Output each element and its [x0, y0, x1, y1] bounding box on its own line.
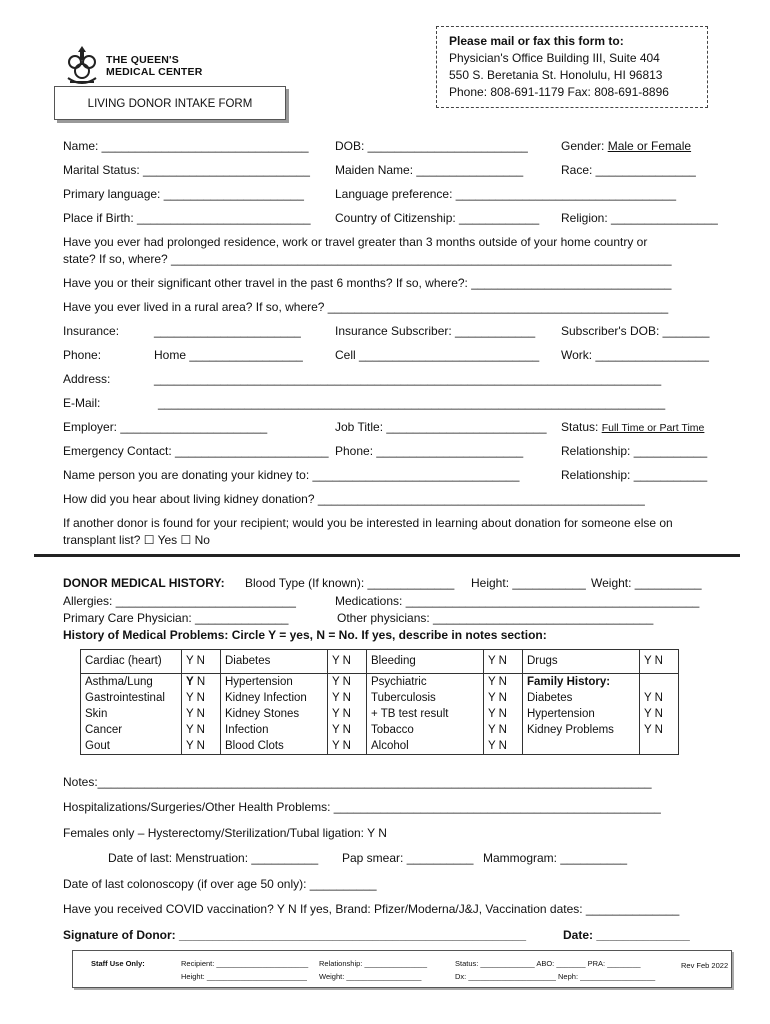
- email-field[interactable]: ____________________________________________________________________________: [158, 396, 666, 410]
- condition-cell: Tuberculosis: [367, 690, 484, 706]
- yn-cell[interactable]: Y N: [182, 706, 221, 722]
- yn-cell[interactable]: Y N: [484, 738, 523, 755]
- marital-status-field[interactable]: Marital Status: _________________________: [63, 163, 310, 177]
- yn-cell[interactable]: Y N: [182, 722, 221, 738]
- condition-cell: Gastrointestinal: [81, 690, 182, 706]
- gender-field[interactable]: [561, 139, 691, 153]
- yn-cell[interactable]: Y N: [328, 738, 367, 755]
- staff-height-field[interactable]: Height: ________________________: [181, 972, 307, 981]
- mail-title: Please mail or fax this form to:: [449, 34, 624, 48]
- height-field[interactable]: Height: ___________: [471, 576, 586, 590]
- insurance-label: Insurance:: [63, 324, 120, 338]
- revision-label: Rev Feb 2022: [681, 961, 729, 970]
- condition-cell: Blood Clots: [221, 738, 328, 755]
- condition-cell: Alcohol: [367, 738, 484, 755]
- females-only-question[interactable]: Females only – Hysterectomy/Sterilization/Tubal ligation: Y N: [63, 826, 387, 840]
- yn-cell[interactable]: Y N: [484, 722, 523, 738]
- table-row: [81, 706, 679, 722]
- yn-cell[interactable]: Y N: [640, 706, 679, 722]
- yn-cell[interactable]: Y N: [182, 690, 221, 706]
- status-field[interactable]: [561, 420, 704, 434]
- primary-language-field[interactable]: Primary language: _____________________: [63, 187, 304, 201]
- recipient-relationship-field[interactable]: Relationship: ___________: [561, 468, 708, 482]
- yn-cell[interactable]: Y N: [182, 650, 221, 674]
- staff-dx-field[interactable]: Dx: _____________________ Neph: __________________: [455, 972, 656, 981]
- blood-type-field[interactable]: Blood Type (If known): _____________: [245, 576, 455, 590]
- staff-weight-field[interactable]: Weight: __________________: [319, 972, 422, 981]
- other-physicians-field[interactable]: Other physicians: _________________________________: [337, 611, 654, 625]
- condition-cell: Tobacco: [367, 722, 484, 738]
- primary-care-physician-field[interactable]: Primary Care Physician: ______________: [63, 611, 289, 625]
- job-title-field[interactable]: Job Title: ________________________: [335, 420, 547, 434]
- race-field[interactable]: Race: _______________: [561, 163, 696, 177]
- staff-status-field[interactable]: Status: _____________ ABO: _______ PRA: ________: [455, 959, 641, 968]
- status-options[interactable]: Full Time or Part Time: [601, 422, 705, 434]
- yn-cell[interactable]: Y N: [328, 650, 367, 674]
- email-label: E-Mail:: [63, 396, 101, 410]
- another-donor-question-line-1: If another donor is found for your recipient; would you be interested in learning about donation for someone else on: [63, 516, 673, 530]
- employer-field[interactable]: Employer: ______________________: [63, 420, 268, 434]
- date-field[interactable]: Date: ______________: [563, 928, 690, 942]
- insurance-subscriber-field[interactable]: Insurance Subscriber: ____________: [335, 324, 536, 338]
- travel-question[interactable]: Have you or their significant other travel in the past 6 months? If so, where?: ______________________________: [63, 276, 672, 290]
- condition-cell: Hypertension: [523, 706, 640, 722]
- form-title: LIVING DONOR INTAKE FORM: [54, 86, 286, 120]
- condition-cell: [523, 738, 640, 755]
- yn-cell[interactable]: Y N: [640, 650, 679, 674]
- condition-cell: Drugs: [523, 650, 640, 674]
- medical-history-table: [80, 649, 679, 755]
- religion-field[interactable]: Religion: ________________: [561, 211, 718, 225]
- condition-cell: Infection: [221, 722, 328, 738]
- yn-cell[interactable]: Y N: [640, 722, 679, 738]
- weight-field[interactable]: Weight: __________: [591, 576, 702, 590]
- section-divider: [34, 554, 740, 557]
- condition-cell: Diabetes: [523, 690, 640, 706]
- pap-smear-field[interactable]: Pap smear: __________: [342, 851, 474, 865]
- staff-use-box: [72, 950, 732, 988]
- condition-cell: Psychiatric: [367, 674, 484, 691]
- yn-cell[interactable]: Y N: [640, 690, 679, 706]
- condition-cell: Cardiac (heart): [81, 650, 182, 674]
- table-row: [81, 722, 679, 738]
- address-label: Address:: [63, 372, 111, 386]
- another-donor-question-line-2[interactable]: transplant list? ☐ Yes ☐ No: [63, 533, 210, 547]
- table-row: [81, 650, 679, 674]
- yn-cell[interactable]: Y N: [182, 674, 221, 691]
- colonoscopy-field[interactable]: Date of last colonoscopy (if over age 50 only): __________: [63, 877, 377, 891]
- yn-cell[interactable]: Y N: [328, 674, 367, 691]
- name-field[interactable]: Name: _______________________________: [63, 139, 309, 153]
- work-phone-field[interactable]: Work: _________________: [561, 348, 709, 362]
- allergies-field[interactable]: Allergies: ___________________________: [63, 594, 296, 608]
- mail-phone-fax: Phone: 808-691-1179 Fax: 808-691-8896: [449, 85, 669, 99]
- condition-cell: Kidney Problems: [523, 722, 640, 738]
- yn-cell[interactable]: Y N: [328, 706, 367, 722]
- condition-cell: Cancer: [81, 722, 182, 738]
- table-row: [81, 738, 679, 755]
- rural-question[interactable]: Have you ever lived in a rural area? If so, where? ___________________________________________________: [63, 300, 669, 314]
- condition-cell: Gout: [81, 738, 182, 755]
- menstruation-date-field[interactable]: Date of last: Menstruation: __________: [108, 851, 319, 865]
- logo: [62, 44, 222, 90]
- condition-cell: Kidney Stones: [221, 706, 328, 722]
- condition-cell: Bleeding: [367, 650, 484, 674]
- yn-cell[interactable]: Y N: [328, 690, 367, 706]
- gender-options[interactable]: Male or Female: [607, 139, 692, 153]
- yn-cell[interactable]: Y N: [484, 650, 523, 674]
- condition-cell: + TB test result: [367, 706, 484, 722]
- empty-cell: [640, 738, 679, 755]
- empty-cell: [640, 674, 679, 691]
- mail-info-box: [436, 26, 708, 108]
- logo-line-2: MEDICAL CENTER: [106, 66, 203, 78]
- condition-cell: Diabetes: [221, 650, 328, 674]
- covid-vaccination-field[interactable]: Have you received COVID vaccination? Y N If yes, Brand: Pfizer/Moderna/J&J, Vaccination dates: ______________: [63, 902, 680, 916]
- condition-cell: Asthma/Lung: [81, 674, 182, 691]
- condition-cell: Skin: [81, 706, 182, 722]
- residence-question-line-2[interactable]: state? If so, where? ___________________________________________________________________________: [63, 252, 672, 266]
- emergency-phone-field[interactable]: Phone: ______________________: [335, 444, 524, 458]
- history-heading: History of Medical Problems: Circle Y = yes, N = No. If yes, describe in notes section:: [63, 628, 547, 642]
- dob-field[interactable]: DOB: ________________________: [335, 139, 528, 153]
- yn-cell[interactable]: Y N: [328, 722, 367, 738]
- table-row: [81, 674, 679, 691]
- home-phone-field[interactable]: Home _________________: [154, 348, 303, 362]
- mail-address-line-1: Physician's Office Building III, Suite 404: [449, 51, 660, 65]
- emergency-contact-field[interactable]: Emergency Contact: _______________________: [63, 444, 329, 458]
- yn-cell[interactable]: Y N: [484, 690, 523, 706]
- medical-history-heading: DONOR MEDICAL HISTORY:: [63, 576, 225, 590]
- staff-relationship-field[interactable]: Relationship: _______________: [319, 959, 428, 968]
- signature-field[interactable]: Signature of Donor: ____________________________________________________: [63, 928, 527, 942]
- maiden-name-field[interactable]: Maiden Name: ________________: [335, 163, 524, 177]
- crest-icon: [62, 44, 102, 88]
- gender-label: Gender:: [561, 139, 608, 153]
- mail-address-line-2: 550 S. Beretania St. Honolulu, HI 96813: [449, 68, 663, 82]
- family-history-heading: Family History:: [523, 674, 640, 691]
- cell-phone-field[interactable]: Cell ___________________________: [335, 348, 540, 362]
- yn-cell[interactable]: Y N: [484, 674, 523, 691]
- residence-question-line-1: Have you ever had prolonged residence, work or travel greater than 3 months outside of your home country or: [63, 235, 648, 249]
- condition-cell: Kidney Infection: [221, 690, 328, 706]
- language-preference-field[interactable]: Language preference: _________________________________: [335, 187, 676, 201]
- phone-label: Phone:: [63, 348, 102, 362]
- staff-recipient-field[interactable]: Recipient: ______________________: [181, 959, 309, 968]
- mammogram-field[interactable]: Mammogram: __________: [483, 851, 628, 865]
- table-row: [81, 690, 679, 706]
- medications-field[interactable]: Medications: ____________________________________________: [335, 594, 700, 608]
- emergency-relationship-field[interactable]: Relationship: ___________: [561, 444, 708, 458]
- subscriber-dob-field[interactable]: Subscriber's DOB: _______: [561, 324, 710, 338]
- status-label: Status:: [561, 420, 602, 434]
- country-citizenship-field[interactable]: Country of Citizenship: ____________: [335, 211, 540, 225]
- staff-use-label: Staff Use Only:: [91, 959, 145, 968]
- notes-field[interactable]: Notes:___________________________________________________________________________________: [63, 775, 652, 789]
- hear-about-field[interactable]: How did you hear about living kidney donation? _________________________________________________: [63, 492, 645, 506]
- logo-line-1: THE QUEEN'S: [106, 54, 179, 66]
- place-of-birth-field[interactable]: Place if Birth: __________________________: [63, 211, 311, 225]
- yn-cell[interactable]: Y N: [182, 738, 221, 755]
- hospitalizations-field[interactable]: Hospitalizations/Surgeries/Other Health Problems: _________________________________________________: [63, 800, 661, 814]
- recipient-name-field[interactable]: Name person you are donating your kidney to: _______________________________: [63, 468, 520, 482]
- address-field[interactable]: ____________________________________________________________________________: [154, 372, 662, 386]
- yn-cell[interactable]: Y N: [484, 706, 523, 722]
- insurance-field[interactable]: ______________________: [154, 324, 301, 338]
- condition-cell: Hypertension: [221, 674, 328, 691]
